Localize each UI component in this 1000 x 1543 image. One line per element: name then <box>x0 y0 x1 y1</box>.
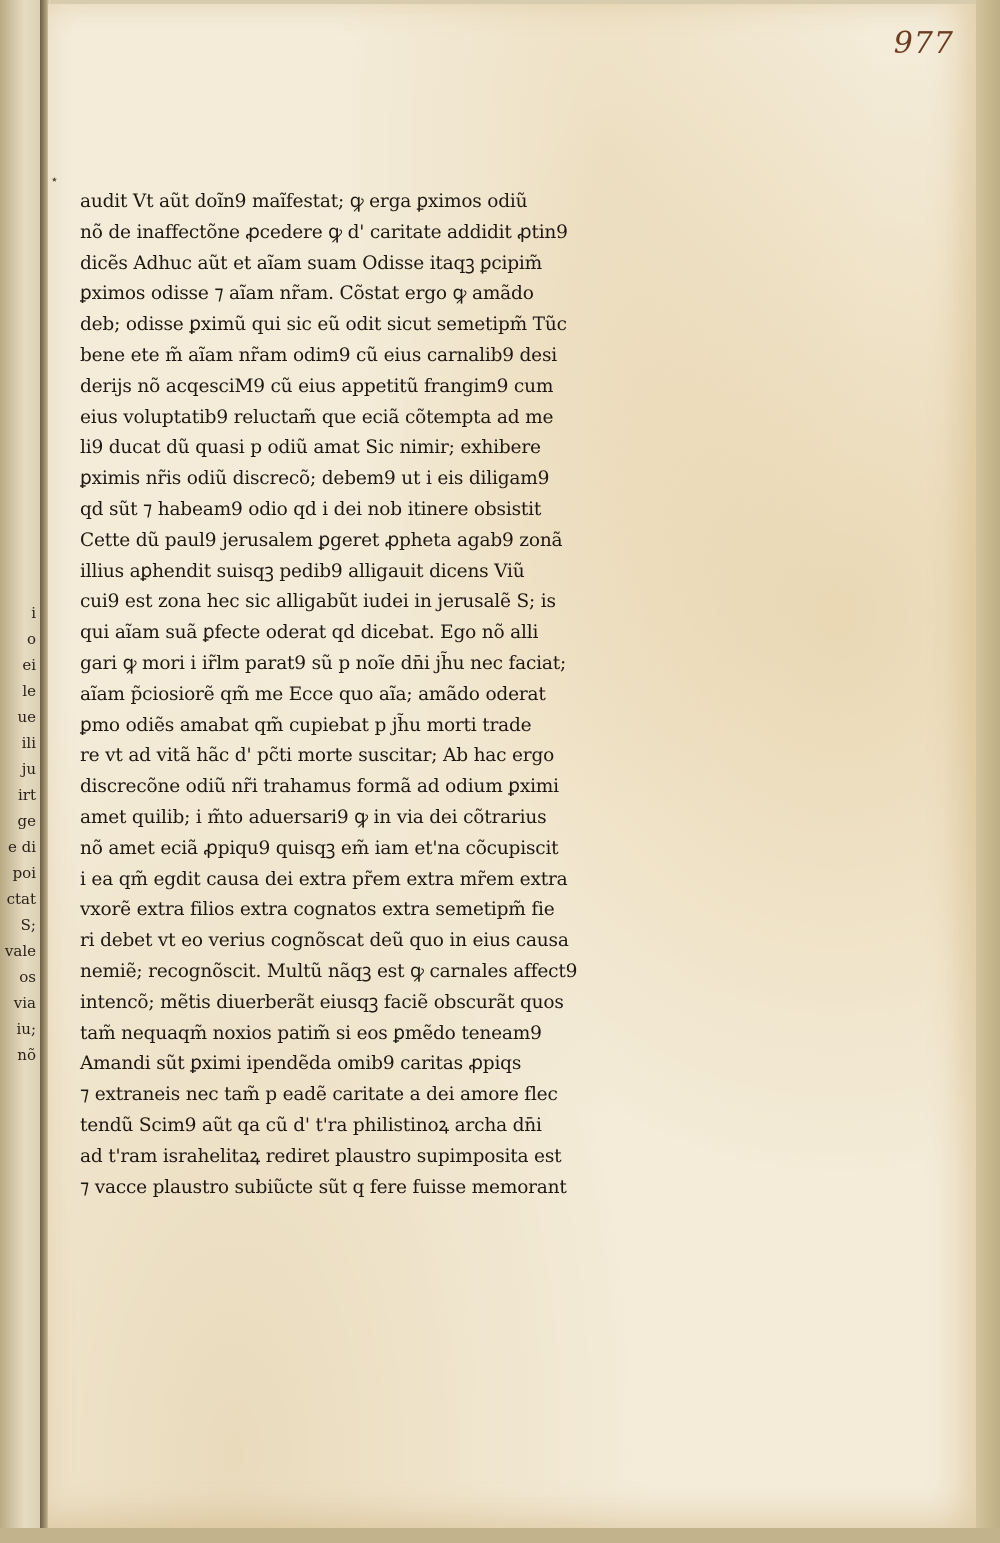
facing-fragment: ctat <box>6 890 36 908</box>
facing-fragment: ge <box>17 812 36 830</box>
text-line: bene ete m̃ aĩam nr̃am odim9 cũ eius carnalib9 desi <box>80 343 558 366</box>
text-line: amet quilib; i m̃to aduersari9 ꝙ in via dei cõtrarius <box>80 805 547 828</box>
text-line: ad t'ram israhelitaꝝ rediret plaustro supimposita est <box>80 1144 562 1167</box>
facing-fragment: o <box>26 630 36 648</box>
facing-fragment: via <box>13 994 36 1012</box>
text-block <box>80 186 690 1202</box>
facing-fragment: ju <box>21 760 36 778</box>
text-line: eius voluptatib9 reluctam̃ que eciã cõtempta ad me <box>80 405 554 428</box>
text-line: discrecõne odiũ nr̃i trahamus formã ad odium ꝑximi <box>80 775 559 798</box>
text-line: gari ꝙ mori i ir̃lm parat9 sũ p noĩe dn̄i jh̃u nec faciat; <box>80 651 567 674</box>
text-line: nemiẽ; recognõscit. Multũ nãqꝫ est ꝙ carnales affect9 <box>80 959 578 982</box>
right-page-edge <box>976 0 1000 1543</box>
text-line: ⁊ vacce plaustro subiũcte sũt q fere fuisse memorant <box>80 1175 567 1198</box>
text-line: ꝑmo odiẽs amabat qm̃ cupiebat p jh̃u morti trade <box>80 713 532 736</box>
facing-fragment: i <box>31 604 36 622</box>
text-line: tendũ Scim9 aũt qa cũ d' t'ra philistinoꝝ archa dn̄i <box>80 1113 542 1136</box>
text-line: illius aꝑhendit suisqꝫ pedib9 alligauit dicens Viũ <box>80 559 525 582</box>
text-line: nõ amet eciã ꝓpiqu9 quisqꝫ em̃ iam et'na cõcupiscit <box>80 836 559 859</box>
margin-mark: ⋆ <box>50 172 59 188</box>
facing-fragment: os <box>19 968 36 986</box>
text-line: li9 ducat dũ quasi p odiũ amat Sic nimir; exhibere <box>80 436 541 459</box>
text-line: qui aĩam suã ꝑfecte oderat qd dicebat. Ego nõ alli <box>80 621 539 644</box>
text-line: re vt ad vitã hãc d' pc̃ti morte suscitar; Ab hac ergo <box>80 744 555 767</box>
text-line: intencõ; mẽtis diuerberãt eiusqꝫ faciẽ obscurãt quos <box>80 990 564 1013</box>
facing-fragment: ili <box>21 734 36 752</box>
text-line: ri debet vt eo verius cognõscat deũ quo in eius causa <box>80 929 569 952</box>
text-line: aĩam p̃ciosiorẽ qm̃ me Ecce quo aĩa; amãdo oderat <box>80 682 546 705</box>
bottom-page-edge <box>0 1528 1000 1543</box>
facing-fragment: vale <box>4 942 36 960</box>
facing-page-edge <box>0 0 44 1543</box>
text-line: i ea qm̃ egdit causa dei extra pr̃em extra mr̃em extra <box>80 867 568 890</box>
text-line: Cette dũ paul9 jerusalem ꝑgeret ꝓpheta agab9 zonã <box>80 528 563 551</box>
text-line: audit Vt aũt doĩn9 maĩfestat; ꝙ erga ꝑximos odiũ <box>80 190 528 212</box>
facing-fragment: iu; <box>16 1020 36 1038</box>
facing-fragment: irt <box>18 786 36 804</box>
text-line: vxorẽ extra filios extra cognatos extra semetipm̃ fie <box>80 898 555 921</box>
facing-fragment: poi <box>12 864 36 882</box>
facing-fragment: S; <box>20 916 36 934</box>
text-line: nõ de inaffectõne ꝓcedere ꝙ d' caritate addidit ꝓtin9 <box>80 220 568 243</box>
text-line: qd sũt ⁊ habeam9 odio qd i dei nob itinere obsistit <box>80 497 542 520</box>
page-leaf <box>48 4 978 1529</box>
facing-fragment: ue <box>17 708 36 726</box>
text-line: ꝑximos odisse ⁊ aĩam nr̃am. Cõstat ergo ꝙ amãdo <box>80 282 534 305</box>
text-line: derijs nõ acqesciM9 cũ eius appetitũ frangim9 cum <box>80 374 554 397</box>
text-line: ꝑximis nr̃is odiũ discrecõ; debem9 ut i eis diligam9 <box>80 467 550 490</box>
text-line: Amandi sũt ꝑximi ipendẽda omib9 caritas ꝓpiqs <box>80 1052 522 1075</box>
facing-fragment: le <box>22 682 36 700</box>
facing-fragment: nõ <box>17 1046 36 1064</box>
text-line: cui9 est zona hec sic alligabũt iudei in jerusalẽ S; is <box>80 590 556 613</box>
text-line: ⁊ extraneis nec tam̃ p eadẽ caritate a dei amore flec <box>80 1083 558 1106</box>
folio-number: 977 <box>893 26 954 61</box>
text-line: tam̃ nequaqm̃ noxios patim̃ si eos ꝑmẽdo teneam9 <box>80 1021 542 1044</box>
text-line: dicẽs Adhuc aũt et aĩam suam Odisse itaqꝫ ꝑcipim̃ <box>80 251 543 274</box>
facing-page-text <box>0 600 40 1068</box>
facing-fragment: e di <box>7 838 36 856</box>
facing-fragment: ei <box>22 656 36 674</box>
text-line: deb; odisse ꝑximũ qui sic eũ odit sicut semetipm̃ Tũc <box>80 313 567 336</box>
